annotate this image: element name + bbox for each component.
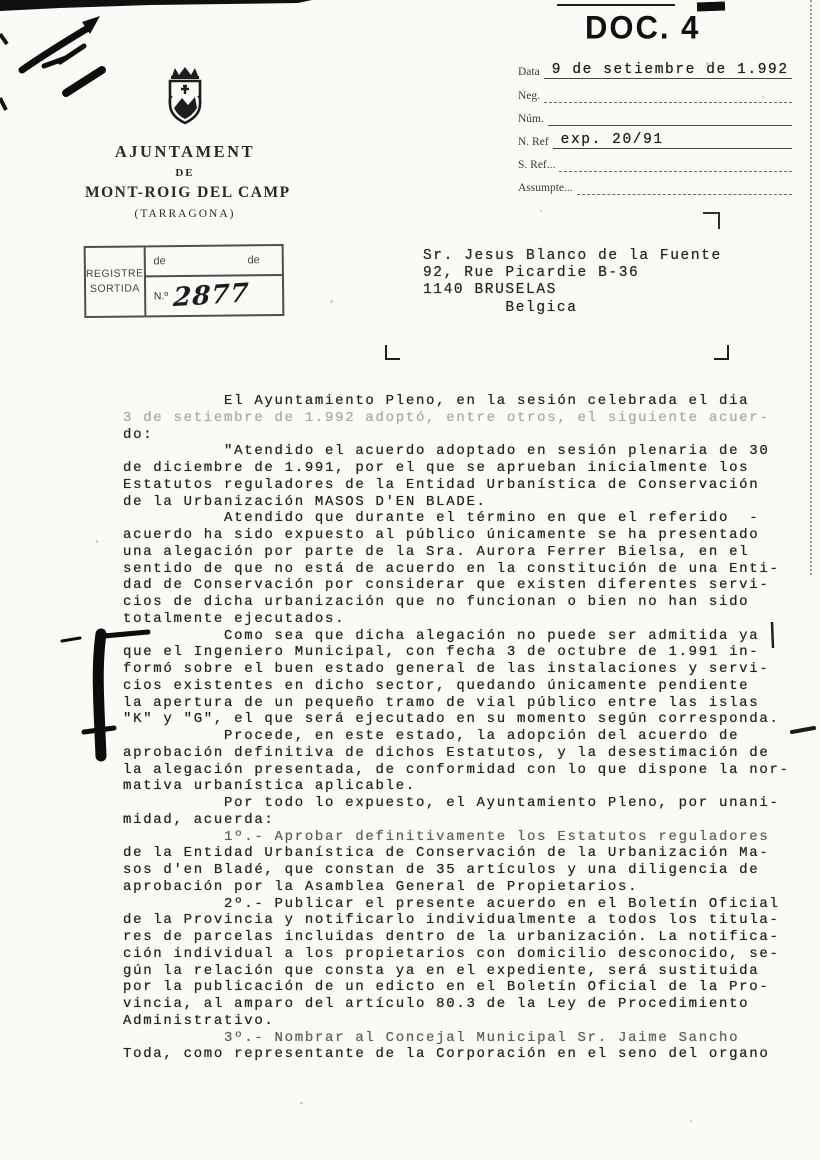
form-field-label: Núm.	[518, 113, 544, 125]
recipient-address-line: 92, Rue Picardie B-36	[423, 265, 640, 282]
body-line: de la Entidad Urbanística de Conservación de la Urbanización Ma-	[123, 845, 770, 862]
letterhead-line-de: DE	[175, 167, 195, 179]
body-line: Administrativo.	[123, 1012, 275, 1029]
form-field-label: S. Ref...	[518, 159, 556, 171]
body-line: ción individual a los propietarios con domicilio desconocido, se-	[123, 945, 780, 962]
body-line: Procede, en este estado, la adopción del acuerdo de	[123, 728, 740, 744]
body-line: la apertura de un pequeño tramo de vial público entre las islas	[123, 694, 760, 711]
scan-speck	[690, 1120, 692, 1122]
body-line: dad de Conservación por considerar que existen diferentes servi-	[123, 577, 770, 594]
registry-number-handwritten: 2877	[172, 278, 251, 314]
body-line: sentido de que no está de acuerdo en la constitución de una Enti-	[123, 560, 780, 577]
scribble-mark	[44, 46, 84, 66]
body-line: res de parcelas incluidas dentro de la urbanización. La notifica-	[123, 929, 780, 945]
crop-mark-top-right	[703, 212, 720, 229]
body-line: aprobación definitiva de dichos Estatutos, y la desestimación de	[123, 744, 770, 761]
body-line: do:	[123, 426, 154, 443]
recipient-address-line: Belgica	[423, 299, 578, 316]
body-line: 3 de setiembre de 1.992 adoptó, entre otros, el siguiente acuer-	[123, 409, 770, 426]
body-line: de la Provincia y notificarlo individualmente a todos los titula-	[123, 912, 780, 929]
body-line: por la publicación de un edicto en el Boletín Oficial de la Pro-	[123, 979, 770, 996]
doc-label-overline	[557, 4, 675, 6]
form-field-row	[518, 86, 792, 103]
form-field-label: N. Ref	[518, 136, 549, 148]
margin-bracket-mark	[98, 634, 101, 756]
body-line: cios de dicha urbanización que no funcionan o bien no han sido	[123, 594, 750, 610]
form-field-value: exp. 20/91	[560, 132, 664, 148]
body-line: acuerdo ha sido expuesto al público únicamente se ha presentado	[123, 527, 760, 543]
body-line: mativa urbanística aplicable.	[123, 778, 416, 795]
body-line: Como sea que dicha alegación no puede ser admitida ya	[123, 627, 760, 644]
doc-number-label: DOC. 4	[585, 9, 701, 46]
registry-stamp-box	[84, 244, 285, 318]
form-field-row	[518, 132, 792, 149]
letterhead-line-ajuntament: AJUNTAMENT	[114, 142, 256, 161]
registry-stamp-type	[86, 247, 146, 316]
body-line: "Atendido el acuerdo adoptado en sesión plenaria de 30	[123, 443, 770, 460]
body-line: de la Urbanización MASOS D'EN BLADE.	[123, 493, 487, 510]
scan-corner-blob	[697, 2, 725, 12]
recipient-address-line: Sr. Jesus Blanco de la Fuente	[423, 248, 722, 264]
letterhead-line-montroig: MONT-ROIG DEL CAMP	[85, 184, 291, 201]
form-field-label: Neg.	[518, 90, 541, 102]
form-field-line	[544, 86, 792, 103]
scribble-arrowhead	[82, 16, 100, 34]
form-field-line	[577, 178, 792, 195]
form-field-line	[553, 132, 792, 149]
scan-speck	[706, 62, 709, 65]
body-line: Atendido que durante el término en que el referido -	[123, 510, 760, 527]
body-line: totalmente ejecutados.	[123, 610, 346, 627]
registry-de-label: de	[247, 254, 260, 267]
form-field-row	[518, 155, 792, 172]
body-line: "K" y "G", el que será ejecutado en su momento según corresponda.	[123, 711, 780, 728]
body-line: de diciembre de 1.991, por el que se aprueban inicialmente los	[123, 460, 750, 476]
body-line: la alegación presentada, de conformidad con lo que dispone la nor-	[123, 761, 790, 778]
form-field-row	[518, 109, 792, 126]
header-form	[518, 62, 792, 201]
letterhead-line-tarragona: (TARRAGONA)	[134, 208, 236, 220]
body-line: 2º.- Publicar el presente acuerdo en el Boletín Oficial	[123, 895, 780, 912]
scan-speck	[300, 1102, 303, 1104]
body-line: una alegación por parte de la Sra. Aurora Ferrer Bielsa, en el	[123, 543, 750, 560]
form-field-line	[544, 62, 792, 79]
form-field-value: 9 de setiembre de 1.992	[551, 62, 789, 78]
scan-speck	[540, 210, 542, 212]
scan-speck	[330, 300, 333, 303]
coat-of-arms-icon	[162, 66, 208, 128]
body-line: 1º.- Aprobar definitivamente los Estatutos reguladores	[123, 828, 770, 845]
scribble-mark	[22, 28, 88, 70]
body-line: formó sobre el buen estado general de las instalaciones y servi-	[123, 661, 770, 677]
edge-tick-mark	[0, 34, 7, 110]
registry-stamp-fields	[145, 246, 282, 315]
letterhead	[85, 66, 291, 220]
body-line: que el Ingeniero Municipal, con fecha 3 de octubre de 1.991 in-	[123, 644, 760, 661]
form-field-label: Assumpte...	[518, 182, 573, 194]
body-line: Por todo lo expuesto, el Ayuntamiento Pleno, por unani-	[123, 795, 780, 811]
margin-bracket-bottom-dash	[84, 728, 114, 732]
scan-speck	[762, 96, 764, 98]
body-line: vincia, al amparo del artículo 80.3 de la Ley de Procedimiento	[123, 996, 750, 1012]
recipient-address-line: 1140 BRUSELAS	[423, 282, 557, 299]
registry-number-label: N.º	[153, 290, 169, 303]
body-line: Estatutos reguladores de la Entidad Urbanística de Conservación	[123, 476, 760, 493]
form-field-line	[559, 155, 792, 172]
recipient-address	[423, 248, 722, 317]
form-field-row	[518, 62, 792, 79]
top-edge-streak-mark	[0, 0, 312, 11]
body-line: gún la relación que consta ya en el expediente, será sustituida	[123, 962, 760, 979]
form-field-label: Data	[518, 66, 540, 78]
registry-number-row	[146, 276, 283, 315]
crop-mark-bottom-left	[385, 345, 400, 360]
crop-mark-bottom-right	[714, 345, 729, 360]
form-field-line	[548, 109, 792, 126]
form-field-row	[518, 178, 792, 195]
body-line: sos d'en Bladé, que constan de 35 artículos y una diligencia de	[123, 862, 760, 878]
margin-bracket-left-dash	[62, 638, 80, 641]
registry-date-row	[145, 246, 282, 277]
body-line: aprobación por la Asamblea General de Propietarios.	[123, 878, 639, 895]
registry-de-label: de	[153, 255, 166, 268]
scan-edge-dotted-line	[810, 0, 812, 575]
scan-speck	[96, 540, 98, 543]
body-line: El Ayuntamiento Pleno, en la sesión celebrada el dia	[123, 393, 750, 409]
body-line: midad, acuerda:	[123, 811, 275, 828]
registry-label-registre: REGISTRE	[85, 267, 144, 281]
body-line: 3º.- Nombrar al Concejal Municipal Sr. Jaime Sancho	[123, 1029, 740, 1046]
registry-label-sortida: SORTIDA	[89, 282, 140, 295]
letter-body	[123, 393, 803, 1063]
body-line: Toda, como representante de la Corporación en el seno del organo	[123, 1046, 770, 1063]
body-line: cios existentes en dicho sector, quedando únicamente pendiente	[123, 677, 750, 694]
